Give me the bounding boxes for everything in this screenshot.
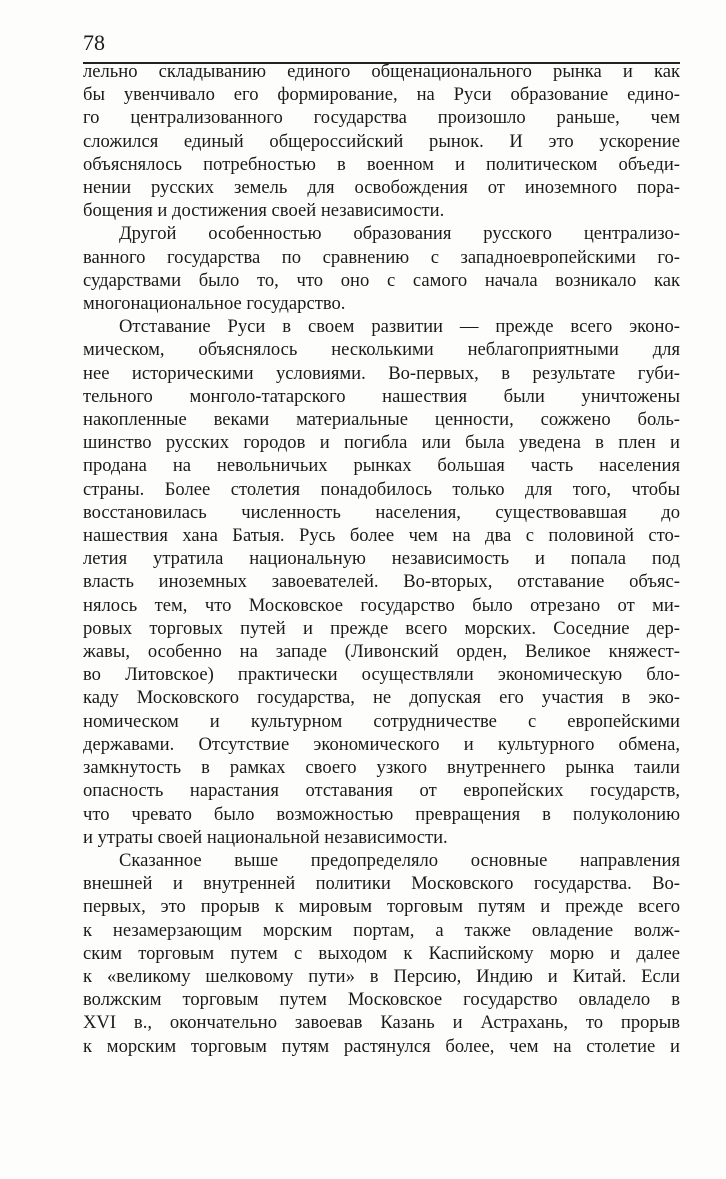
text-line: волжским торговым путем Московское государство овладело в (83, 989, 680, 1011)
text-line: ским торговым путем с выходом к Каспийскому морю и далее (83, 942, 680, 964)
text-line: восстановилась численность населения, существовавшая до (83, 501, 680, 523)
text-line: XVI в., окончательно завоевав Казань и Астрахань, то прорыв (83, 1012, 680, 1034)
text-line: во Литовское) практически осуществляли экономическую бло- (83, 664, 680, 686)
text-line: шинство русских городов и погибла или была уведена в плен и (83, 432, 680, 454)
text-line: мическом, объяснялось несколькими неблагоприятными для (83, 339, 680, 361)
text-line: тельного монголо-татарского нашествия были уничтожены (83, 385, 680, 407)
text-line: нении русских земель для освобождения от иноземного пора- (83, 177, 680, 199)
text-line: нялось тем, что Московское государство было отрезано от ми- (83, 594, 680, 616)
text-line: сударствами было то, что оно с самого начала возникало как (83, 269, 680, 291)
text-line: Отставание Руси в своем развитии — прежде всего эконо- (119, 316, 680, 338)
text-line: каду Московского государства, не допуская его участия в эко- (83, 687, 680, 709)
body-text (83, 60, 680, 1058)
page-number: 78 (83, 30, 105, 55)
text-line: страны. Более столетия понадобилось только для того, чтобы (83, 478, 680, 500)
text-line: ванного государства по сравнению с западноевропейскими го- (83, 246, 680, 268)
text-line: внешней и внутренней политики Московского государства. Во- (83, 873, 680, 895)
text-line: бы увенчивало его формирование, на Руси образование едино- (83, 84, 680, 106)
text-line: к незамерзающим морским портам, а также овладение волж- (83, 919, 680, 941)
text-line: Сказанное выше предопределяло основные направления (119, 849, 680, 871)
text-line: к морским торговым путям растянулся более, чем на столетие и (83, 1035, 680, 1057)
text-line: жавы, особенно на западе (Ливонский орден, Великое княжест- (83, 641, 680, 663)
paragraph (83, 222, 680, 315)
text-line: к «великому шелковому пути» в Персию, Индию и Китай. Если (83, 965, 680, 987)
text-line: накопленные веками материальные ценности, сожжено боль- (83, 409, 680, 431)
text-line: объяснялось потребностью в военном и политическом объеди- (83, 153, 680, 175)
paragraph (83, 315, 680, 849)
text-line: продана на невольничьих рынках большая часть населения (83, 455, 680, 477)
text-line: и утраты своей национальной независимости. (83, 826, 448, 848)
text-line: летия утратила национальную независимость и попала под (83, 548, 680, 570)
text-line: Другой особенностью образования русского централизо- (119, 223, 680, 245)
text-line: нее историческими условиями. Во-первых, в результате губи- (83, 362, 680, 384)
text-line: что чревато было возможностью превращения в полуколонию (83, 803, 680, 825)
paragraph (83, 60, 680, 222)
text-line: го централизованного государства произошло раньше, чем (83, 107, 680, 129)
text-line: опасность нарастания отставания от европейских государств, (83, 780, 680, 802)
text-line: первых, это прорыв к мировым торговым путям и прежде всего (83, 896, 680, 918)
text-line: сложился единый общероссийский рынок. И это ускорение (83, 130, 680, 152)
text-line: бощения и достижения своей независимости. (83, 200, 445, 222)
text-line: номическом и культурном сотрудничестве с европейскими (83, 710, 680, 732)
text-line: замкнутость в рамках своего узкого внутреннего рынка таили (83, 757, 680, 779)
text-line: многонациональное государство. (83, 293, 346, 315)
text-line: лельно складыванию единого общенационального рынка и как (83, 61, 680, 82)
paragraph (83, 849, 680, 1058)
text-line: власть иноземных завоевателей. Во-вторых, отставание объяс- (83, 571, 680, 593)
text-line: ровых торговых путей и прежде всего морских. Соседние дер- (83, 617, 680, 639)
text-line: державами. Отсутствие экономического и культурного обмена, (83, 733, 680, 755)
text-line: нашествия хана Батыя. Русь более чем на два с половиной сто- (83, 525, 680, 547)
